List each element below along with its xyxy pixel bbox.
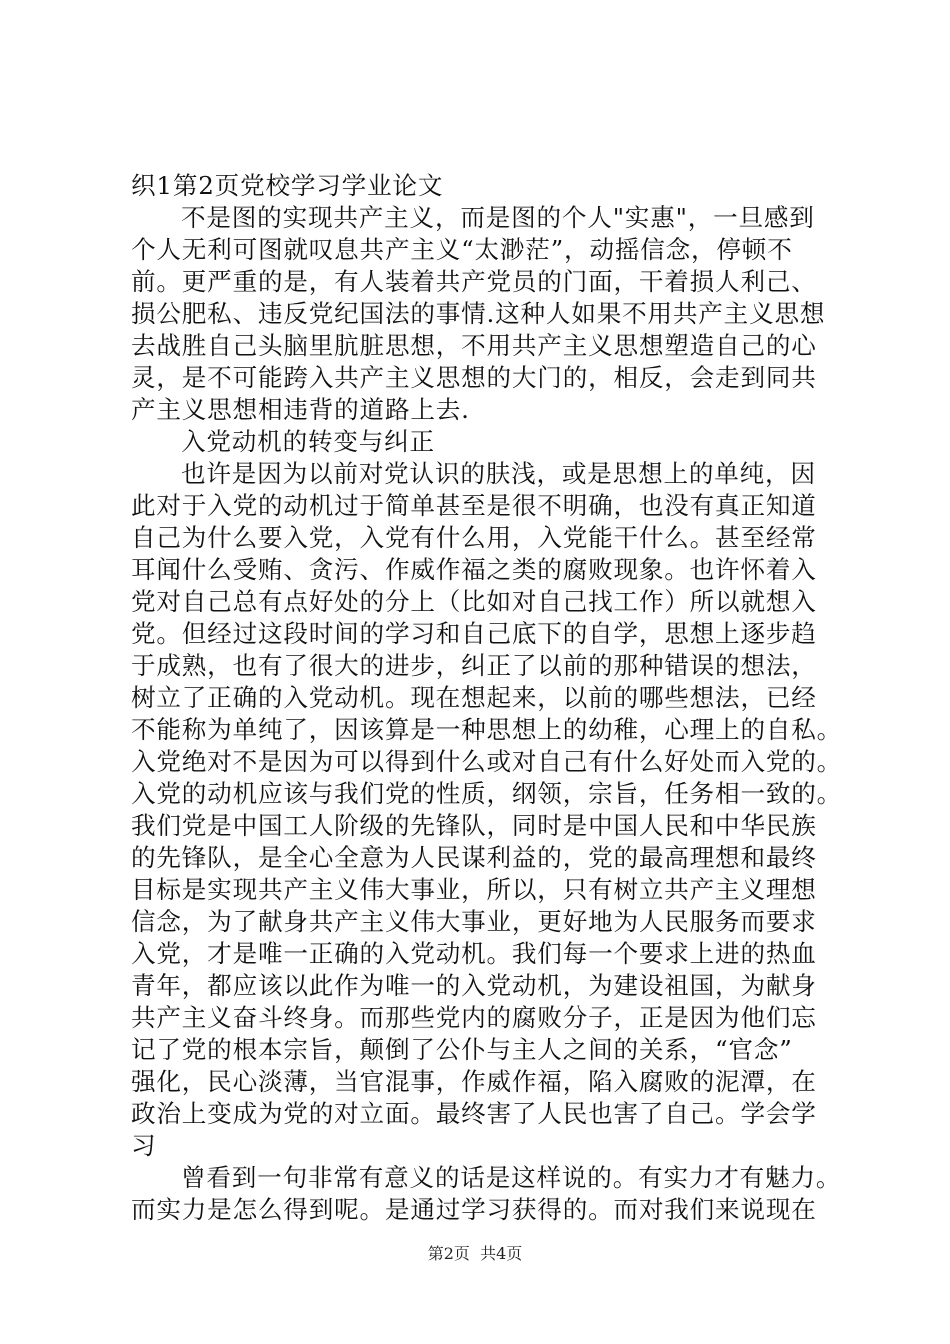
paragraph-2 (131, 458, 843, 1162)
paragraph-line: 青年，都应该以此作为唯一的入党动机，为建设祖国，为献身 (131, 971, 817, 1000)
paragraph-line: 于成熟，也有了很大的进步，纠正了以前的那种错误的想法， (131, 651, 817, 680)
paragraph-line: 自己为什么要入党，入党有什么用，入党能干什么。甚至经常 (131, 523, 817, 552)
paragraph-line: 灵，是不可能跨入共产主义思想的大门的，相反，会走到同共 (131, 363, 817, 392)
paragraph-line: 信念，为了献身共产主义伟大事业，更好地为人民服务而要求 (131, 907, 817, 936)
paragraph-line: 政治上变成为党的对立面。最终害了人民也害了自己。学会学 (131, 1099, 817, 1128)
paragraph-line: 的先锋队，是全心全意为人民谋利益的，党的最高理想和最终 (131, 843, 817, 872)
paragraph-1 (131, 202, 831, 426)
paragraph-line: 此对于入党的动机过于简单甚至是很不明确，也没有真正知道 (131, 491, 817, 520)
paragraph-line: 产主义思想相违背的道路上去. (131, 395, 470, 424)
paragraph-line: 我们党是中国工人阶级的先锋队，同时是中国人民和中华民族 (131, 811, 817, 840)
page-number-footer: 第2页 共4页 (427, 1244, 523, 1263)
paragraph-line: 强化，民心淡薄，当官混事，作威作福，陷入腐败的泥潭，在 (131, 1067, 817, 1096)
document-body (131, 170, 843, 1226)
paragraph-line: 入党的动机应该与我们党的性质，纲领，宗旨，任务相一致的。 (131, 779, 843, 808)
paragraph-line: 不能称为单纯了，因该算是一种思想上的幼稚，心理上的自私。 (131, 715, 843, 744)
paragraph-line: 前。更严重的是，有人装着共产党员的门面，干着损人利己、 (131, 267, 817, 296)
paragraph-line: 曾看到一句非常有意义的话是这样说的。有实力才有魅力。 (181, 1163, 842, 1192)
paragraph-line: 去战胜自己头脑里肮脏思想，不用共产主义思想塑造自己的心 (131, 331, 817, 360)
paragraph-line: 习 (131, 1131, 157, 1160)
paragraph-line: 而实力是怎么得到呢。是通过学习获得的。而对我们来说现在 (131, 1195, 817, 1224)
paragraph-line: 党。但经过这段时间的学习和自己底下的自学，思想上逐步趋 (131, 619, 817, 648)
paragraph-line: 入党，才是唯一正确的入党动机。我们每一个要求上进的热血 (131, 939, 817, 968)
paragraph-line: 记了党的根本宗旨，颠倒了公仆与主人之间的关系，“官念” (131, 1035, 793, 1064)
paragraph-line: 耳闻什么受贿、贪污、作威作福之类的腐败现象。也许怀着入 (131, 555, 817, 584)
paragraph-line: 损公肥私、违反党纪国法的事情.这种人如果不用共产主义思想 (131, 299, 826, 328)
paragraph-line: 个人无利可图就叹息共产主义“太渺茫”，动摇信念，停顿不 (131, 235, 793, 264)
paragraph-line: 共产主义奋斗终身。而那些党内的腐败分子，正是因为他们忘 (131, 1003, 817, 1032)
paragraph-line: 目标是实现共产主义伟大事业，所以，只有树立共产主义理想 (131, 875, 817, 904)
section-heading: 入党动机的转变与纠正 (181, 427, 435, 456)
paragraph-line: 也许是因为以前对党认识的肤浅，或是思想上的单纯，因 (181, 459, 816, 488)
document-header-line: 织1第2页党校学习学业论文 (131, 171, 444, 200)
paragraph-line: 入党绝对不是因为可以得到什么或对自己有什么好处而入党的。 (131, 747, 843, 776)
paragraph-3 (131, 1162, 842, 1226)
paragraph-line: 树立了正确的入党动机。现在想起来，以前的哪些想法，已经 (131, 683, 817, 712)
paragraph-line: 不是图的实现共产主义，而是图的个人"实惠"，一旦感到 (181, 203, 815, 232)
paragraph-line: 党对自己总有点好处的分上（比如对自己找工作）所以就想入 (131, 587, 817, 616)
